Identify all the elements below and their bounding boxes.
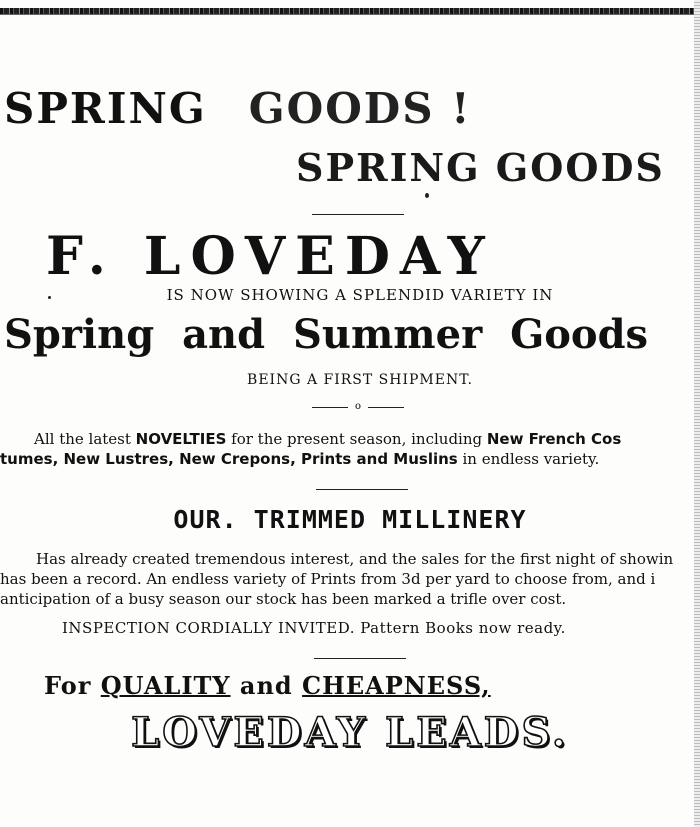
millinery-line-3: anticipation of a busy season our stock has been marked a trifle over cost. bbox=[0, 590, 567, 608]
spring-summer-heading: Spring and Summer Goods bbox=[4, 311, 649, 358]
headline-goods-word: GOODS ! bbox=[248, 84, 472, 133]
showing-line: IS NOW SHOWING A SPLENDID VARIETY IN bbox=[166, 286, 554, 304]
novelties-bold-1: NOVELTIES bbox=[135, 430, 227, 448]
divider-rule-1 bbox=[312, 214, 404, 215]
headline-spring-word: SPRING bbox=[4, 84, 207, 133]
invitation-line: INSPECTION CORDIALLY INVITED. Pattern Books now ready. bbox=[62, 619, 566, 637]
divider-rule-3 bbox=[314, 658, 406, 659]
merchant-name: F. LOVEDAY bbox=[46, 226, 495, 287]
speck-mark bbox=[48, 296, 51, 299]
novelties-text-2: for the present season, including bbox=[226, 430, 487, 448]
divider-rule-2 bbox=[316, 489, 408, 490]
novelties-line-2 bbox=[0, 449, 694, 469]
top-border-hairline bbox=[0, 14, 700, 15]
novelties-line-1 bbox=[0, 429, 700, 449]
novelties-bold-2: New French Cos bbox=[486, 430, 622, 448]
closing-slogan: LOVEDAY LEADS. bbox=[131, 709, 569, 756]
tagline-for: For bbox=[44, 671, 101, 700]
quality-tagline bbox=[44, 671, 694, 700]
novelties-text-1: All the latest bbox=[34, 430, 136, 448]
novelties-text-3: in endless variety. bbox=[457, 450, 600, 468]
right-page-edge bbox=[694, 0, 700, 827]
headline-spring-goods-2: SPRING GOODS bbox=[296, 145, 665, 190]
tagline-cheapness: CHEAPNESS, bbox=[302, 671, 491, 700]
separator-o: o bbox=[312, 401, 404, 412]
tagline-and: and bbox=[230, 671, 303, 700]
millinery-heading: OUR. TRIMMED MILLINERY bbox=[173, 505, 527, 534]
millinery-line-2: has been a record. An endless variety of Prints from 3d per yard to choose from, and i bbox=[0, 570, 656, 588]
novelties-bold-3: tumes, New Lustres, New Crepons, Prints and Muslins bbox=[0, 450, 458, 468]
millinery-line-1: Has already created tremendous interest, and the sales for the first night of showin bbox=[36, 550, 674, 568]
shipment-line: BEING A FIRST SHIPMENT. bbox=[247, 372, 473, 388]
headline-spring-goods-1 bbox=[4, 84, 472, 133]
tagline-quality: QUALITY bbox=[100, 671, 231, 700]
ink-speck bbox=[425, 193, 429, 198]
